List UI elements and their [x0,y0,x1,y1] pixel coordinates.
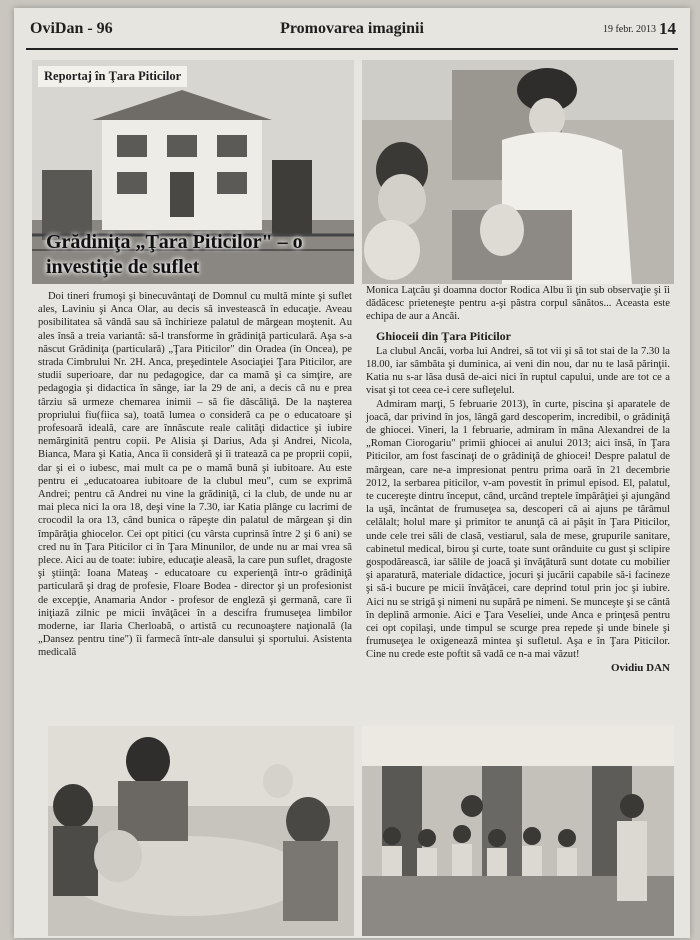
author-signature: Ovidiu DAN [611,661,670,674]
body-paragraph-continued: Monica Laţcău şi doamna doctor Rodica Albu îi ţin sub observaţie şi îi dădăcesc prieteneşte pentru a-şi păstra corpul sănătos... Aceasta este echipa de aur a Ancăi. [366,285,670,323]
page-header [26,18,678,50]
nurse-children-illustration [362,60,674,284]
article-kicker: Reportaj în Ţara Piticilor [38,66,187,87]
page-number: 14 [659,19,676,38]
section-title: Promovarea imaginii [280,20,424,37]
article-column-left [38,290,352,660]
children-group-photo [362,726,674,936]
medical-check-photo [362,60,674,284]
article-title: Grădiniţa „Ţara Piticilor" – o investiţie de suflet [46,231,303,278]
body-paragraph: Admiram marţi, 5 februarie 2013), în curte, piscina şi aparatele de joacă, dar privind în jos, lângă gard descoperim, incredibil, o grădiniţă de ghiocei. Vineri, la 1 februarie, admiram în mâna Alexandrei de la „Roman Ciorogariu" primii ghiocei ai anului 2013; aici însă, în Ţara Piticilor, am fost fascinaţi de o grădiniţă de ghiocei! Despre palatul de mărgean, care ne-a impresionat pentru prima oară în 21 decembrie 2012, la serbarea piticilor, v-am povestit în primul episod. El, palatul, te cucereşte dintru început, când, urcând treptele împărăţiei şi ajungând la uşă, încântat de frumuseţea sa, descoperi că ai ajuns pe tărâmul celălalt; holul mare şi primitor te anunţă că ai păşit în Ţara Piticilor, unde cele trei săli de clasă, vestiarul, sala de mese, grupurile sanitare, cabinetul medical, birou şi curte, toate sunt orânduite cu gust şi sclipire gospodărească, iar sălile de joacă şi învăţătură sunt dotate cu mobilier şi aparatură, materiale didactice, jocuri şi jucării capabile să-i facineze şi să-i bucure pe micii învăţăcei, care deprind totul prin joc şi iubire. Aici nu se strigă şi nimeni nu supără pe nimeni. Se munceşte şi se cântă în deplină armonie. Aici e Ţara Veseliei, unde Anca e prinţesă pentru cei opt copilaşi, unde timpul se scurge prea repede şi unde binele şi frumuseţea le oxigenează mintea şi sufletul. Aşa e în Ţara Piticilor. Cine nu crede este poftit să vadă ce n-a mai văzut! [366,398,670,661]
children-at-table-illustration [48,726,354,936]
group-illustration [362,726,674,936]
publication-name: OviDan - 96 [30,20,113,37]
kindergarten-building-photo [32,60,354,284]
article-column-right [366,284,670,675]
body-paragraph: La clubul Ancăi, vorba lui Andrei, să tot vii şi să tot stai de la 7.30 la 18.00, iar sâmbăta şi duminica, ai veni din nou, dar nu te lasă părinţii. Katia nu s-ar lăsa dusă de-aici nici în ruptul capului, unde are tot ce a visat şi tot ceea ce-i cere sufleţelul. [366,345,670,397]
issue-date: 19 febr. 2013 [602,24,656,35]
article-subheading: Ghioceii din Ţara Piticilor [376,328,511,343]
newspaper-page [14,8,690,938]
body-paragraph: Doi tineri frumoşi şi binecuvântaţi de Domnul cu multă minte şi suflet ales, Laviniu şi Anca Olar, au decis să investească în educaţie. Aveau posibilitatea să vândă sau să închirieze palatul de mărgean moştenit. Au ales însă a treia variantă: să-l transforme în grădiniţă particulară. Aşa s-a născut Grădiniţa (particulară) „Ţara Piticilor" din Oradea (în Oncea), pe strada Cimbrului Nr. 2H. Anca, preşedintele Asociaţiei Ţara Piticilor, are studii superioare, dar nu pedagogice, dar ca mamă şi ca simţire, are pedagogia şi didactica în sânge, iar la 29 de ani, a decis că nu e prea târziu să urmeze chemarea inimii – să fie dăscăliţă. De la naşterea propriului fiu(fiica sa), toată lumea o consideră ca pe o educatoare şi profesoară ideală, care are înnăscute reale calităţi didactice şi iubire nemărginită pentru copii. Pe Alisia şi Darius, Ada şi Andrei, Nicola, Bianca, Mara şi Katia, Anca îi consideră şi îi tratează ca pe proprii copii, dar şi ei o iubesc, mai mult ca pe o mamă bună şi iubitoare. Au este pentru ei „educatoarea iubitoare de la clubul meu", cum se exprimă Andrei; pentru că Andrei nu vine la grădiniţă, ci la club, de unde nu ar mai pleca nici la ora 18, deşi vine la 7.30, iar Katia plânge cu lacrimi de crocodil la ora 13, când bunica o răpeşte din palatul de mărgean şi din împărăţia ghiocelor. Cei opt pitici (cu vârsta cuprinsă între 2 şi 6 ani) se cred nu în Ţara Piticilor ci în Ţara Minunilor, de unde nu ar mai vrea să plece. Aici au de toate: iubire, educaţie aleasă, la care pun suflet, dragoste şi ştiinţă: Ioana Mateaş - educatoare cu experienţă într-o grădiniţă particulară şi drag de profesie, Floare Bodea - director şi un profesionist de excepţie, Anamaria Andor - profesor de engleză şi germană, care îi iniţiază zilnic pe micii învăţăcei în a descifra frumuseţea limbilor moderne, iar Ilaria Cherloabă, o artistă cu recunoaştere naţională (la „Dansez pentru tine") îi farmecă într-ale dansului şi sportului. Asistenta medicală [38,291,352,659]
classroom-activity-photo [48,726,354,936]
